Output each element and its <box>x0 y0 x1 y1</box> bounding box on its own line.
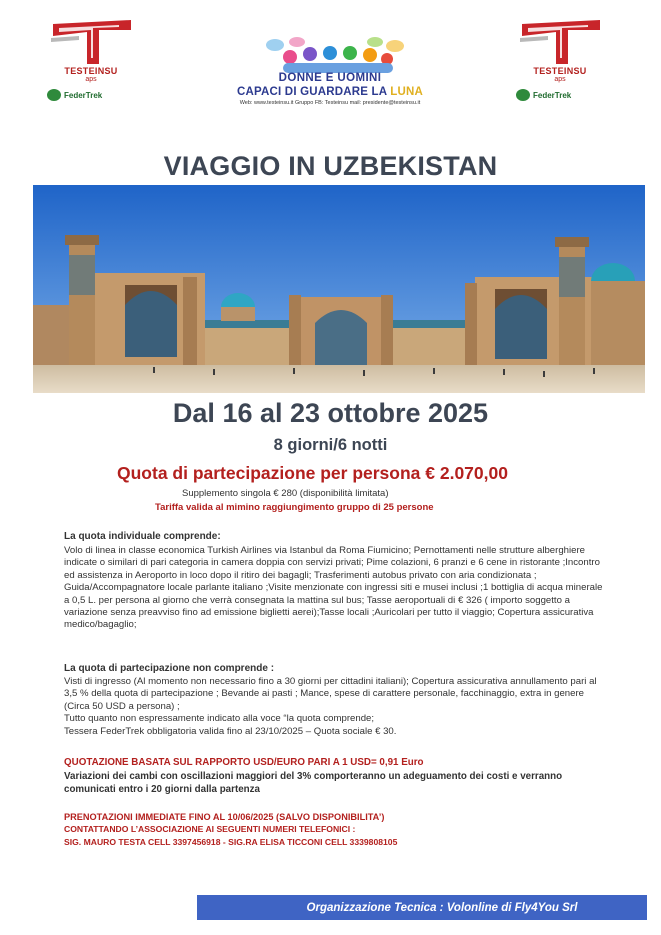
footer-organizer-bar <box>197 895 647 920</box>
tariff-note: Tariffa valida al mimino raggiungimento gruppo di 25 persone <box>155 502 434 513</box>
federtrek-logo <box>516 86 604 104</box>
federtrek-text: FederTrek <box>64 90 103 100</box>
slogan-line-2-text: CAPACI DI GUARDARE LA <box>236 86 391 98</box>
contact-intro: CONTATTANDO L’ASSOCIAZIONE AI SEGUENTI NUMERI TELEFONICI : <box>64 824 356 834</box>
page-title: VIAGGIO IN UZBEKISTAN <box>163 151 498 181</box>
excludes-line-2: Tutto quanto non espressamente indicato alla voce “la quota comprende; <box>64 713 375 725</box>
includes-heading: La quota individuale comprende: <box>64 531 221 542</box>
logo-brand-text: TESTEINSU <box>533 66 587 76</box>
testeinsu-t-icon <box>49 18 135 68</box>
price-quota: Quota di partecipazione per persona € 2.070,00 <box>117 463 508 483</box>
testeinsu-t-icon <box>518 18 604 68</box>
people-silhouettes-icon <box>235 35 435 75</box>
trip-duration: 8 giorni/6 notti <box>273 436 388 454</box>
slogan-line-1: DONNE E UOMINI <box>278 72 382 84</box>
registan-photo <box>33 185 645 393</box>
excludes-line-3: Tessera FederTrek obbligatoria valida fino al 23/10/2025 – Quota sociale € 30. <box>64 725 397 737</box>
excludes-text: Visti di ingresso (Al momento non necessario fino a 30 giorni per cittadini italiani); Copertura assicurativa annullamento pari al 3,5 % della quota di partecipazione ; Bevande ai pasti ; Mance, spese di carattere personale, facchinaggio, extra in genere (Circa 50 USD a persona) ; <box>64 676 597 712</box>
exchange-rate-note: QUOTAZIONE BASATA SUL RAPPORTO USD/EURO PARI A 1 USD= 0,91 Euro <box>64 757 424 768</box>
exchange-variation-note: Variazioni dei cambi con oscillazioni maggiori del 3% comporteranno un adeguamento dei costi e verranno comunicati entro i 20 giorni dalla partenza <box>64 771 563 795</box>
federtrek-globe-icon <box>516 89 530 101</box>
excludes-heading: La quota di partecipazione non comprende : <box>64 663 275 674</box>
logo-aps-text: aps <box>554 76 566 83</box>
testeinsu-logo-left <box>43 18 133 108</box>
registan-illustration <box>33 185 645 393</box>
single-supplement: Supplemento singola € 280 (disponibilità limitata) <box>182 488 389 499</box>
federtrek-logo <box>47 86 135 104</box>
booking-deadline: PRENOTAZIONI IMMEDIATE FINO AL 10/06/2025 (SALVO DISPONIBILITA’) <box>64 812 385 822</box>
contact-web-line: Web: www.testeinsu.it Gruppo FB: Testeinsu mail: presidente@testeinsu.it <box>239 100 421 106</box>
footer-organizer-text: Organizzazione Tecnica : Volonline di Fly4You Srl <box>306 901 578 914</box>
slogan-line-2 <box>170 86 490 98</box>
federtrek-globe-icon <box>47 89 61 101</box>
includes-text: Volo di linea in classe economica Turkish Airlines via Istanbul da Roma Fiumicino; Pernottamenti nelle strutture alberghiere indicate o similari di pari categoria in camera doppia con servizi privati; Pime colazioni, 6 pranzi e 6 cene in ristorante ;Incontro ed assistenza in Aeroporto in loco dopo il ritiro dei bagagli; Trasferimenti autobus privato con aria condizionata ; Guida/Accompagnatore locale parlante italiano ;Visite menzionate con ingressi siti e musei inclusi ;1 bottiglia di acqua minerale a 0,5 L. per persona al giorno che verrà consegnata la mattina sul bus; Tasse aeroportuali di € 326 ( importo soggetto a variazione senza preavviso fino ad emissione biglietti aerei);Tasse locali ;Auricolari per tutto il viaggio; Copertura assicurativa medico/bagaglio; <box>64 545 603 631</box>
logo-aps-text: aps <box>85 76 97 83</box>
contact-phones: SIG. MAURO TESTA CELL 3397456918 - SIG.RA ELISA TICCONI CELL 3339808105 <box>64 837 398 847</box>
excludes-block <box>64 676 609 738</box>
trip-dates: Dal 16 al 23 ottobre 2025 <box>172 398 489 428</box>
logo-brand-text: TESTEINSU <box>64 66 118 76</box>
testeinsu-logo-right <box>512 18 602 108</box>
slogan-luna-text: LUNA <box>390 86 423 98</box>
federtrek-text: FederTrek <box>533 90 572 100</box>
